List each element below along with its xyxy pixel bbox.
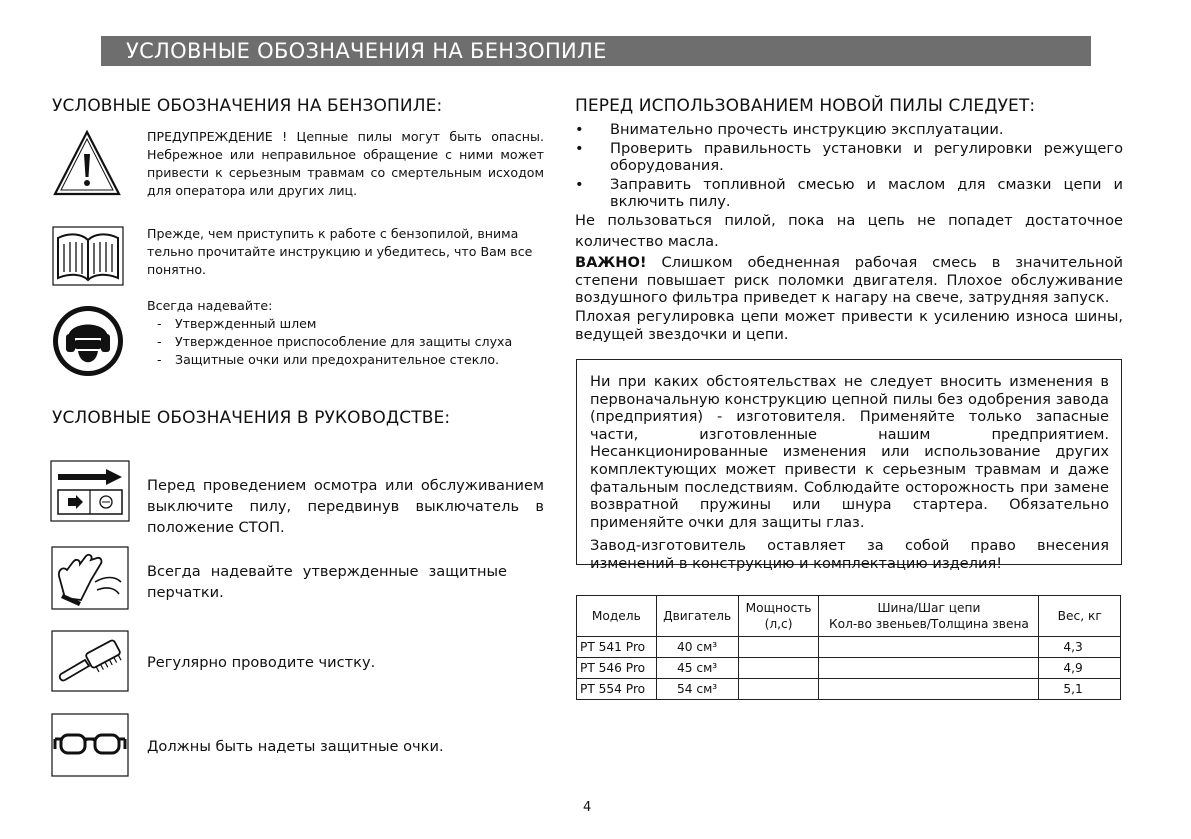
col-bar-bottom: Кол-во звеньев/Толщина звена <box>828 617 1029 631</box>
col-power-top: Мощность <box>745 601 812 615</box>
page-number: 4 <box>583 800 592 815</box>
col-bar <box>819 596 1039 637</box>
warning-body: Цепные пилы могут быть опасны. Небрежное или неправильное обращение с ними может привести к серьезным травмам со смертельным исходом для оператора или других лиц. <box>147 129 544 198</box>
banner-title: УСЛОВНЫЕ ОБОЗНАЧЕНИЯ НА БЕНЗОПИЛЕ <box>126 39 607 63</box>
ppe-item: - Утвержденное приспособление для защиты слуха <box>147 333 547 351</box>
manufacturer-rights-text: Завод-изготовитель оставляет за собой право внесения изменений в конструкцию и комплектацию изделия! <box>590 537 1109 572</box>
heading-symbols-in-manual: УСЛОВНЫЕ ОБОЗНАЧЕНИЯ В РУКОВОДСТВЕ: <box>52 408 451 428</box>
important-paragraph <box>575 254 1123 307</box>
cell-model: PT 541 Pro <box>577 637 657 658</box>
cell-bar <box>819 637 1039 658</box>
ppe-block <box>147 297 547 369</box>
cell-bar <box>819 679 1039 700</box>
spec-table-header-row <box>577 596 1121 637</box>
manual-text: Прежде, чем приступить к работе с бензопилой, внима тельно прочитайте инструкцию и убедитесь, что Вам все понятно. <box>147 226 533 277</box>
page-banner <box>101 36 1091 66</box>
col-bar-top: Шина/Шаг цепи <box>877 601 981 615</box>
important-text: Слишком обедненная рабочая смесь в значительной степени повышает риск поломки двигателя. Плохое обслуживание воздушного фильтра приведет к нагару на свече, затрудняя запуск. <box>575 254 1123 306</box>
stop-switch-icon <box>50 460 130 522</box>
heading-symbols-on-saw: УСЛОВНЫЕ ОБОЗНАЧЕНИЯ НА БЕНЗОПИЛЕ: <box>52 96 443 116</box>
brush-text: Регулярно проводите чистку. <box>147 654 376 671</box>
before-use-item: • Заправить топливной смесью и маслом для смазки цепи и включить пилу. <box>575 176 1123 210</box>
col-power-bottom: (л,с) <box>764 617 793 631</box>
ppe-item: - Утвержденный шлем <box>147 315 547 333</box>
cell-power <box>738 658 819 679</box>
important-label: ВАЖНО! <box>575 254 647 271</box>
cleaning-brush-icon <box>51 630 129 692</box>
warning-triangle-icon <box>52 129 122 197</box>
cell-weight: 4,9 <box>1039 658 1121 679</box>
cell-model: PT 546 Pro <box>577 658 657 679</box>
safety-glasses-icon <box>51 713 129 777</box>
table-row <box>577 658 1121 679</box>
ppe-intro: Всегда надевайте: <box>147 298 273 313</box>
modification-warning-box <box>576 359 1122 572</box>
cell-model: PT 554 Pro <box>577 679 657 700</box>
open-book-icon <box>52 226 124 286</box>
spec-table <box>576 595 1121 700</box>
cell-power <box>738 637 819 658</box>
before-use-item: • Внимательно прочесть инструкцию эксплуатации. <box>575 121 1123 138</box>
heading-before-use: ПЕРЕД ИСПОЛЬЗОВАНИЕМ НОВОЙ ПИЛЫ СЛЕДУЕТ: <box>575 96 1036 116</box>
glasses-text: Должны быть надеты защитные очки. <box>147 738 444 755</box>
cell-engine: 40 см³ <box>656 637 738 658</box>
ppe-list <box>147 315 547 369</box>
table-row <box>577 679 1121 700</box>
col-weight: Вес, кг <box>1039 596 1121 637</box>
gloves-text: Всегда надевайте утвержденные защитные перчатки. <box>147 563 507 601</box>
helmet-earmuffs-goggles-icon <box>50 304 126 378</box>
col-engine: Двигатель <box>656 596 738 637</box>
oil-note: Не пользоваться пилой, пока на цепь не попадет достаточное количество масла. <box>575 212 1123 250</box>
warning-lead: ПРЕДУПРЕЖДЕНИЕ ! <box>147 129 288 144</box>
modification-warning-text: Ни при каких обстоятельствах не следует вносить изменения в первоначальную конструкцию цепной пилы без одобрения завода (предприятия) - изготовителя. Применяйте только запасные части, изготовленные нашим предприятием. Несанкционированные изменения или использование других комплектующих может привести к серьезным травмам и даже фатальным последствиям. Соблюдайте осторожность при замене возвратной пружины или шнура стартера. Обязательно применяйте очки для защиты глаз. <box>590 373 1109 531</box>
col-model: Модель <box>577 596 657 637</box>
stop-switch-text: Перед проведением осмотра или обслуживанием выключите пилу, передвинув выключатель в положение СТОП. <box>147 477 544 536</box>
cell-bar <box>819 658 1039 679</box>
cell-engine: 54 см³ <box>656 679 738 700</box>
cell-weight: 5,1 <box>1039 679 1121 700</box>
cell-power <box>738 679 819 700</box>
cell-engine: 45 см³ <box>656 658 738 679</box>
cell-weight: 4,3 <box>1039 637 1121 658</box>
before-use-item: • Проверить правильность установки и регулировки режущего оборудования. <box>575 140 1123 174</box>
col-power <box>738 596 819 637</box>
before-use-list <box>575 121 1123 212</box>
gloves-icon <box>51 546 129 610</box>
ppe-item: - Защитные очки или предохранительное стекло. <box>147 351 547 369</box>
warning-text <box>147 128 544 200</box>
chain-adjust-note: Плохая регулировка цепи может привести к усилению износа шины, ведущей звездочки и цепи. <box>575 308 1123 343</box>
table-row <box>577 637 1121 658</box>
